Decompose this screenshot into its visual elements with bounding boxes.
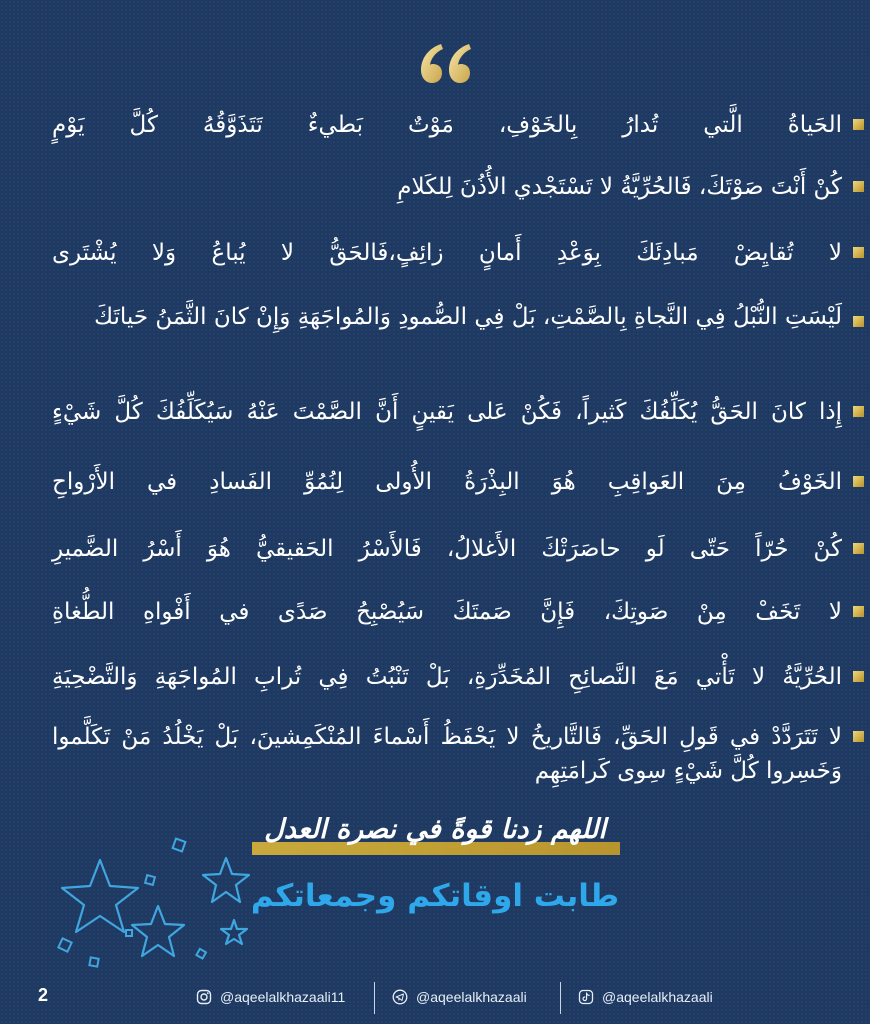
bullet-icon — [853, 247, 864, 258]
prayer-banner — [250, 812, 620, 860]
quote-mark-icon — [415, 38, 475, 88]
bullet-icon — [853, 671, 864, 682]
quote-item — [52, 532, 842, 566]
bullet-icon — [853, 406, 864, 417]
telegram-icon — [392, 989, 408, 1005]
bullet-icon — [853, 181, 864, 192]
quote-text: الحُرِّيَّةُ لا تَأْتي مَعَ النَّصائِحِ المُخَدِّرَةِ، بَلْ تَنْبُتُ فِي تُرابِ المُواجَهَةِ وَالتَّضْحِيَةِ — [52, 664, 842, 690]
tiktok-icon — [578, 989, 594, 1005]
quote-item — [52, 170, 842, 204]
quote-item — [52, 395, 842, 429]
prayer-text: اللهم زدنا قوةً في نصرة العدل — [264, 814, 606, 845]
instagram-handle[interactable]: @aqeelalkhazaali11 — [220, 989, 346, 1005]
quote-item — [52, 660, 842, 694]
footer-divider — [560, 982, 561, 1014]
bullet-icon — [853, 731, 864, 742]
quote-text: الحَياةُ الَّتي تُدارُ بِالخَوْفِ، مَوْتٌ بَطيءٌ تَتَذَوَّقُهُ كُلَّ يَوْمٍ — [52, 112, 842, 138]
quote-text: كُنْ أَنْتَ صَوْتَكَ، فَالحُرِّيَّةُ لا تَسْتَجْدي الأُذُنَ لِلكَلامِ — [397, 174, 842, 200]
quote-text: لا تَخَفْ مِنْ صَوتِكَ، فَإِنَّ صَمتَكَ سَيُصْبِحُ صَدًى في أَفْواهِ الطُّغاةِ — [52, 599, 842, 625]
quote-text: الخَوْفُ مِنَ العَواقِبِ هُوَ البِذْرَةُ الأُولى لِنُمُوِّ الفَسادِ في الأَرْواحِ — [52, 469, 842, 495]
quote-item — [52, 108, 842, 142]
quote-item — [52, 595, 842, 629]
quote-text: لا تَتَرَدَّدْ في قَولِ الحَقِّ، فَالتَّاريخُ لا يَحْفَظُ أَسْماءَ المُنْكَمِشينَ، بَلْ يَخْلُدُ مَنْ تَكَلَّموا وَخَسِروا كُلَّ شَيْءٍ سِوى كَرامَتِهِم — [52, 724, 842, 784]
bullet-icon — [853, 316, 864, 327]
page-number: 2 — [38, 985, 49, 1005]
quote-item — [52, 300, 842, 334]
tiktok-handle[interactable]: @aqeelalkhazaali — [602, 989, 713, 1005]
quote-text: لا تُقايِضْ مَبادِئَكَ بِوَعْدِ أَمانٍ زائِفٍ،فَالحَقُّ لا يُباعُ وَلا يُشْتَرى — [52, 240, 842, 266]
quote-item — [52, 236, 842, 270]
bullet-icon — [853, 543, 864, 554]
bullet-icon — [853, 476, 864, 487]
telegram-handle[interactable]: @aqeelalkhazaali — [416, 989, 527, 1005]
greeting-text: طابت اوقاتكم وجمعاتكم — [250, 878, 620, 914]
footer-tiktok[interactable] — [578, 985, 713, 1009]
stars-decoration-icon — [48, 830, 263, 980]
quote-text: إِذا كانَ الحَقُّ يُكَلِّفُكَ كَثيراً، فَكُنْ عَلى يَقينٍ أَنَّ الصَّمْتَ عَنْهُ سَيُكَلِّفُكَ كُلَّ شَيْءٍ — [52, 399, 842, 425]
footer-instagram[interactable] — [196, 985, 345, 1009]
footer-divider — [374, 982, 375, 1014]
footer-telegram[interactable] — [392, 985, 527, 1009]
quote-item — [52, 465, 842, 499]
bullet-icon — [853, 606, 864, 617]
quote-item — [52, 720, 842, 788]
quote-text: لَيْسَتِ النُّبْلُ فِي النَّجاةِ بِالصَّمْتِ، بَلْ فِي الصُّمودِ وَالمُواجَهَةِ وَإِنْ كانَ الثَّمَنُ حَياتَكَ — [94, 304, 842, 330]
instagram-icon — [196, 989, 212, 1005]
bullet-icon — [853, 119, 864, 130]
quote-text: كُنْ حُرّاً حَتّى لَو حاصَرَتْكَ الأَغلالُ، فَالأَسْرُ الحَقيقيُّ هُوَ أَسْرُ الضَّميرِ — [52, 536, 842, 562]
